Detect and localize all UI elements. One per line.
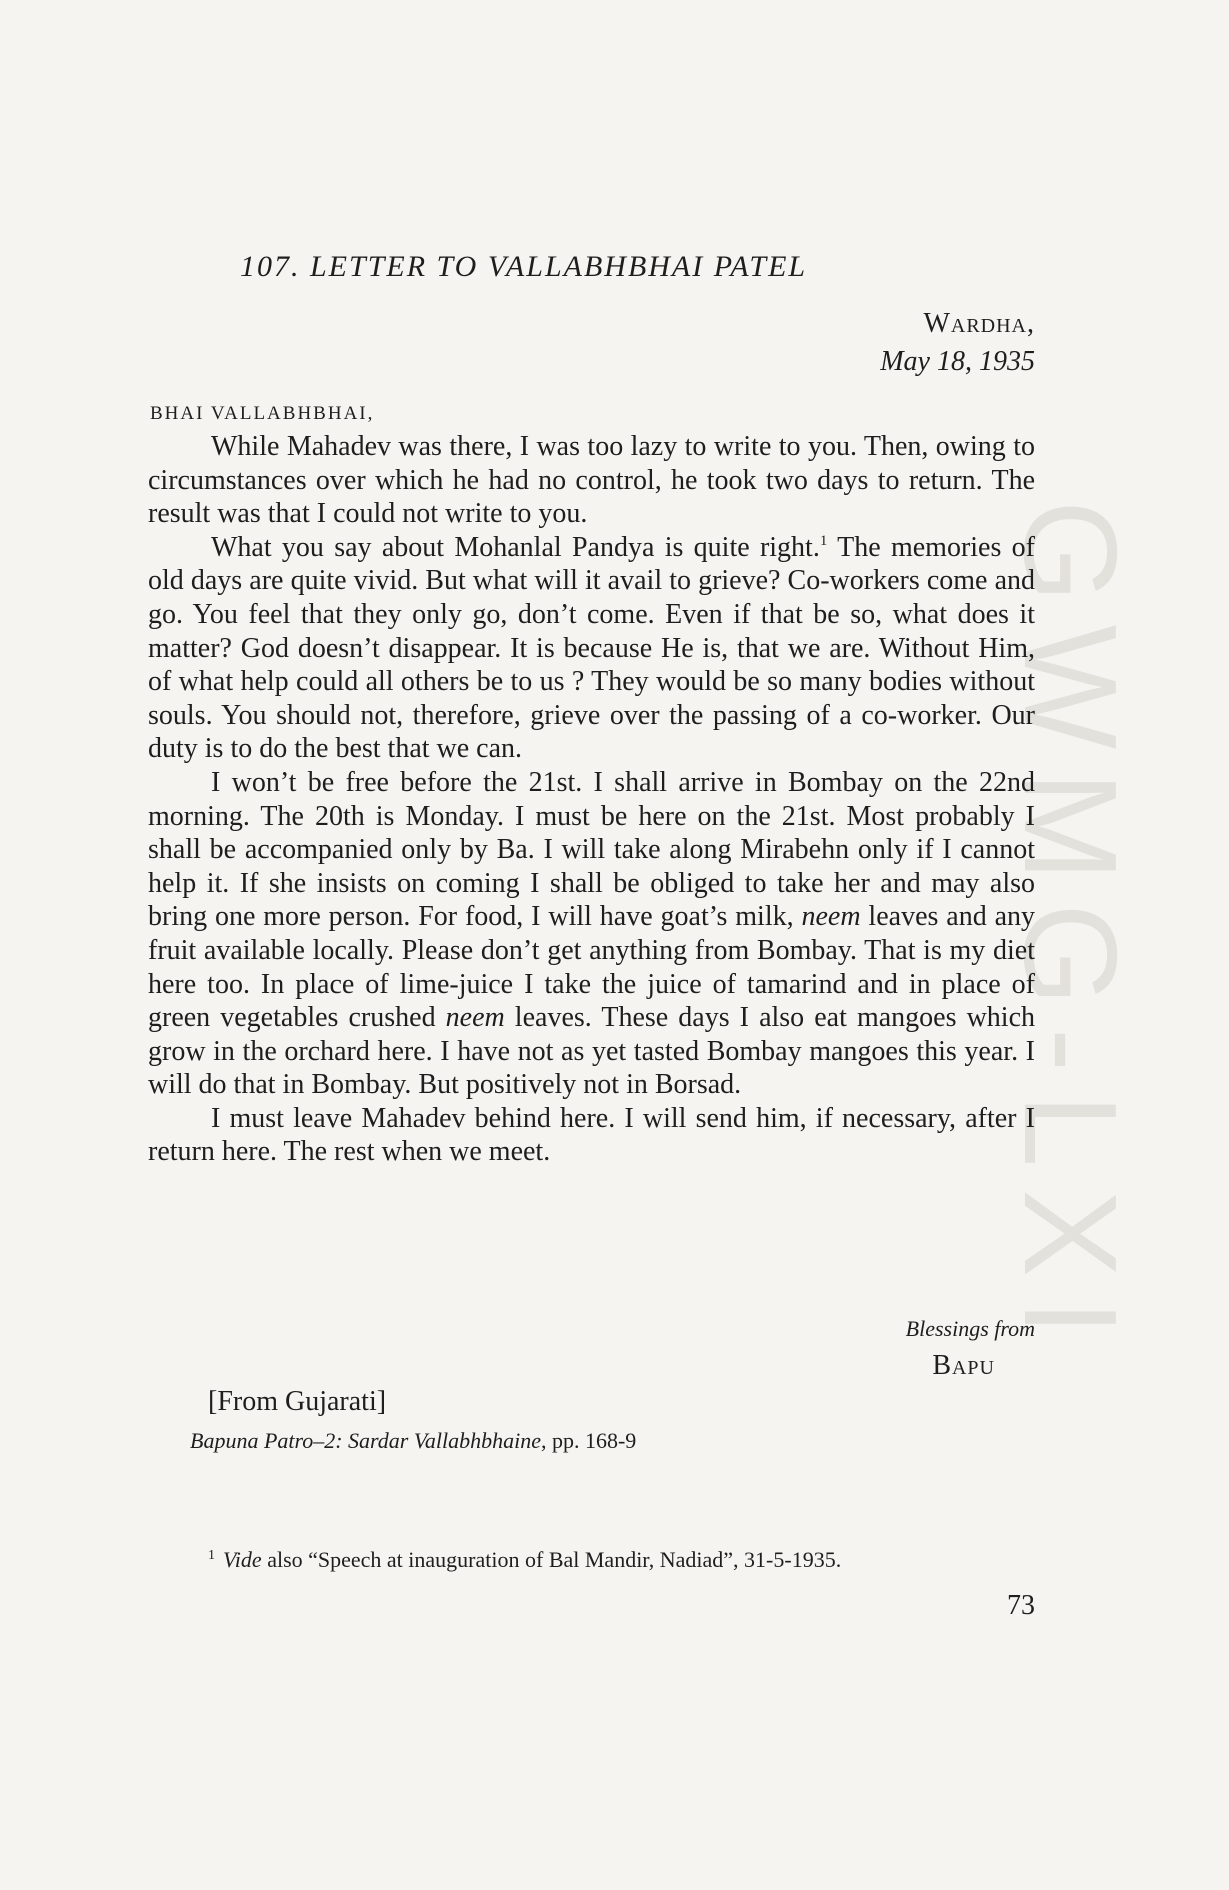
footnote [208,1547,841,1573]
letter-date: May 18, 1935 [880,346,1035,377]
letter-title: 107. LETTER TO VALLABHBHAI PATEL [240,250,808,283]
footnote-text: also “Speech at inauguration of Bal Mandir, Nadiad”, 31-5-1935. [261,1547,842,1572]
source-pages: , pp. 168-9 [540,1428,637,1453]
paragraph-2-text-before: What you say about Mohanlal Pandya is quite right. [211,531,820,563]
source-language: [From Gujarati] [208,1386,387,1417]
italic-term-neem: neem [445,1002,505,1034]
paragraph-3-part-3: leaves. These days I also eat mangoes which grow in the orchard here. I have not as yet tasted Bombay mangoes this year. I will do that in Bombay. But positively not in Borsad. [148,1002,1036,1101]
page-number: 73 [1007,1590,1035,1621]
watermark: GWMG-LXI [997,500,1144,1358]
salutation: BHAI VALLABHBHAI, [150,403,375,424]
footnote-marker: 1 [208,1548,215,1563]
footnote-reference: 1 [819,532,828,549]
source-book-title: Bapuna Patro–2: Sardar Vallabhbhaine [190,1428,541,1453]
source-citation [190,1428,636,1454]
paragraph-2 [148,531,1035,766]
letter-place: Wardha, [923,308,1035,339]
paragraph-4: I must leave Mahadev behind here. I will send him, if necessary, after I return here. The rest when we meet. [148,1102,1035,1168]
paragraph-3 [148,766,1035,1102]
signature: Bapu [932,1350,995,1381]
paragraph-1: While Mahadev was there, I was too lazy to write to you. Then, owing to circumstances over which he had no control, he took two days to return. The result was that I could not write to you. [148,431,1035,530]
paragraph-2-text-after: The memories of old days are quite vivid. But what will it avail to grieve? Co-workers come and go. You feel that they only go, don’t come. Even if that be so, what does it matter? God doesn’t disappear. It is because He is, that we are. Without Him, of what help could all others be to us ? They would be so many bodies without souls. You should not, therefore, grieve over the passing of a co-worker. Our duty is to do the best that we can. [148,531,1036,765]
closing-blessings: Blessings from [905,1316,1035,1341]
italic-term-neem: neem [801,901,861,933]
paragraph-3-part-1: I won’t be free before the 21st. I shall arrive in Bombay on the 22nd morning. The 20th is Monday. I must be here on the 21st. Most probably I shall be accompanied only by Ba. I will take along Mirabehn only if I cannot help it. If she insists on coming I shall be obliged to take her and may also bring one more person. For food, I will have goat’s milk, [148,766,1035,933]
footnote-vide: Vide [223,1547,262,1572]
letter-body [148,430,1035,1169]
paragraph-3-part-2: leaves and any fruit available locally. Please don’t get anything from Bombay. That is my diet here too. In place of lime-juice I take the juice of tamarind and in place of green vegetables crushed [148,901,1035,1034]
